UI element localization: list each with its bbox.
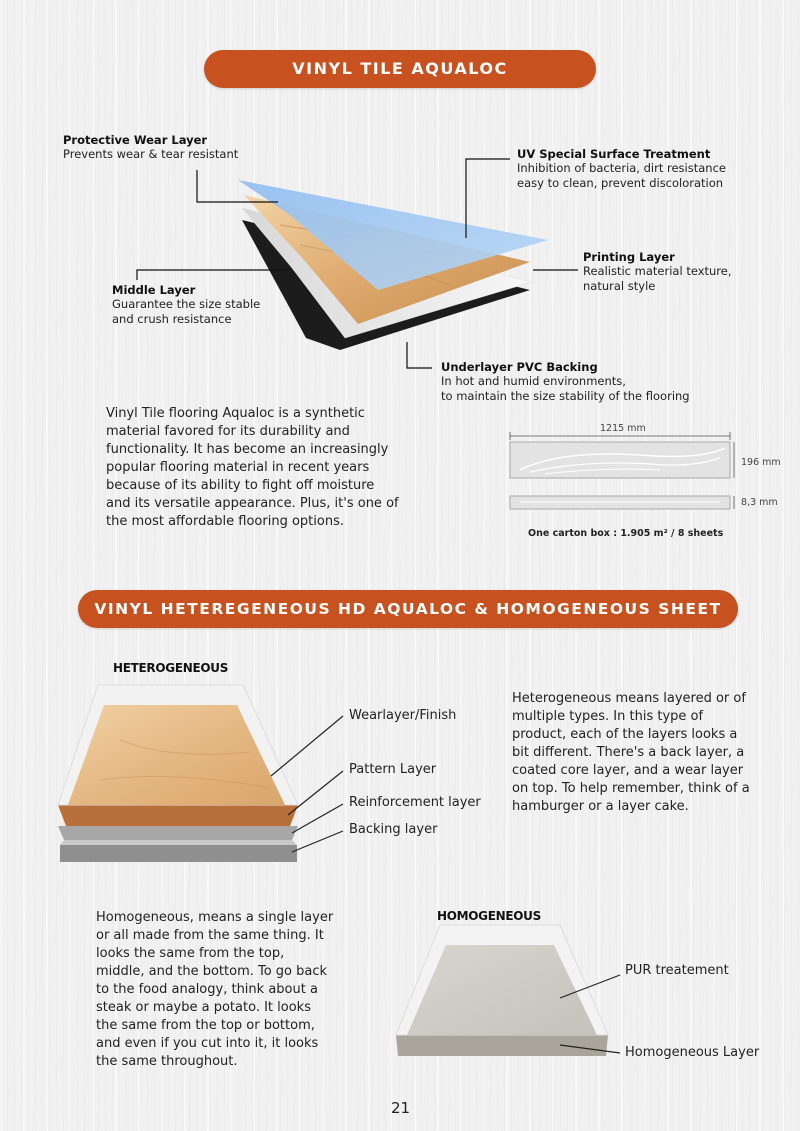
backing-layer-label: Backing layer <box>349 822 438 837</box>
homogeneous-heading: HOMOGENEOUS <box>437 909 541 923</box>
carton-box-info: One carton box : 1.905 m² / 8 sheets <box>528 528 724 539</box>
underlayer-desc-line: to maintain the size stability of the flooring <box>441 389 690 403</box>
uv-desc-line: easy to clean, prevent discoloration <box>517 176 724 190</box>
description-line: the same from the top or bottom, <box>96 1018 315 1033</box>
protective-wear-layer-title: Protective Wear Layer <box>63 133 208 147</box>
description-line: the most affordable flooring options. <box>106 514 344 529</box>
uv-surface-treatment-title: UV Special Surface Treatment <box>517 147 711 161</box>
reinforcement-layer-label: Reinforcement layer <box>349 795 481 810</box>
section-title-vinyl-sheet: VINYL HETEREGENEOUS HD AQUALOC & HOMOGENEOUS SHEET <box>78 590 738 628</box>
description-line: multiple types. In this type of <box>512 709 704 724</box>
description-line: the same throughout. <box>96 1054 238 1069</box>
description-line: middle, and the bottom. To go back <box>96 964 328 979</box>
description-line: steak or maybe a potato. It looks <box>96 1000 311 1015</box>
pattern-layer-label: Pattern Layer <box>349 762 437 777</box>
description-line: material favored for its durability and <box>106 424 350 439</box>
description-line: on top. To help remember, think of a <box>512 781 750 796</box>
description-line: Homogeneous, means a single layer <box>96 910 334 925</box>
tile-length-dimension: 1215 mm <box>600 423 646 434</box>
description-line: or all made from the same thing. It <box>96 928 324 943</box>
underlayer-desc-line: In hot and humid environments, <box>441 374 626 388</box>
description-line: looks the same from the top, <box>96 946 285 961</box>
heterogeneous-heading: HETEROGENEOUS <box>113 661 229 675</box>
description-line: and even if you cut into it, it looks <box>96 1036 319 1051</box>
middle-desc-line: Guarantee the size stable <box>112 297 261 311</box>
page-number: 21 <box>391 1099 411 1117</box>
pur-treatement-label: PUR treatement <box>625 963 729 978</box>
backing-layer-shape <box>60 845 297 862</box>
description-line: functionality. It has become an increasingly <box>106 442 389 457</box>
printing-layer-title: Printing Layer <box>583 250 675 264</box>
description-line: popular flooring material in recent years <box>106 460 370 475</box>
homogeneous-layer-label: Homogeneous Layer <box>625 1045 760 1060</box>
description-line: coated core layer, and a wear layer <box>512 763 744 778</box>
description-line: bit different. There's a back layer, a <box>512 745 745 760</box>
homogeneous-layer-shape <box>396 1035 608 1056</box>
middle-layer-title: Middle Layer <box>112 283 196 297</box>
heterogeneous-description <box>512 690 772 816</box>
wearlayer-finish-label: Wearlayer/Finish <box>349 708 457 723</box>
reinforcement-layer-shape <box>58 826 298 840</box>
pattern-layer-shape <box>58 805 298 826</box>
description-line: to the food analogy, think about a <box>96 982 318 997</box>
uv-desc-line: Inhibition of bacteria, dirt resistance <box>517 161 726 175</box>
description-line: because of its ability to fight off moisture <box>106 478 375 493</box>
protective-wear-layer-desc: Prevents wear & tear resistant <box>63 147 239 161</box>
homogeneous-description <box>96 909 376 1071</box>
middle-desc-line: and crush resistance <box>112 312 232 326</box>
tile-thickness-dimension: 8,3 mm <box>741 497 778 508</box>
section-title-vinyl-tile: VINYL TILE AQUALOC <box>204 50 596 88</box>
description-line: hamburger or a layer cake. <box>512 799 689 814</box>
description-line: product, each of the layers looks a <box>512 727 738 742</box>
underlayer-backing-title: Underlayer PVC Backing <box>441 360 598 374</box>
tile-width-dimension: 196 mm <box>741 457 781 468</box>
description-line: Heterogeneous means layered or of <box>512 691 746 706</box>
description-line: Vinyl Tile flooring Aqualoc is a synthetic <box>106 406 365 421</box>
description-line: and its versatile appearance. Plus, it's one of <box>106 496 399 511</box>
printing-desc-line: Realistic material texture, <box>583 264 732 278</box>
printing-desc-line: natural style <box>583 279 656 293</box>
